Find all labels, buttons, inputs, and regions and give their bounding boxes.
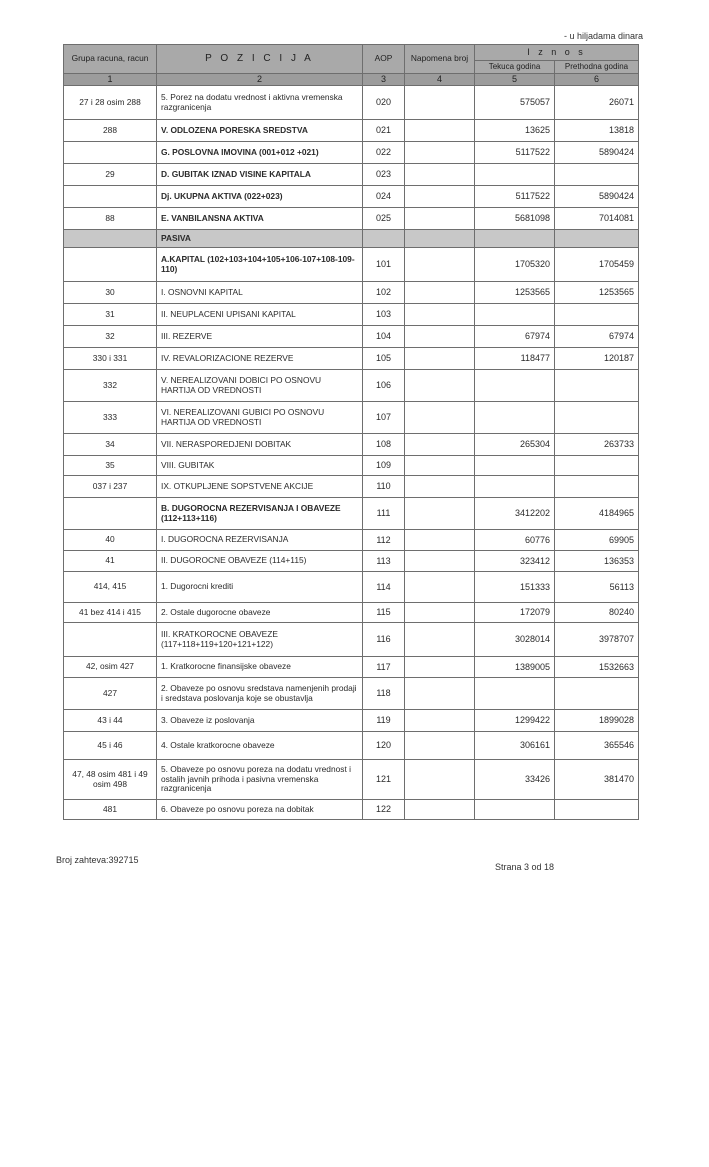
table-row [64,498,639,530]
table-row [64,282,639,304]
note-cell [405,623,475,657]
note-cell [405,304,475,326]
current-year-cell: 118477 [475,348,555,370]
col-header-account-group: Grupa racuna, racun [64,45,157,74]
table-row [64,551,639,572]
current-year-cell [475,456,555,476]
previous-year-cell: 263733 [555,434,639,456]
account-cell: 427 [64,678,157,710]
current-year-cell: 575057 [475,86,555,120]
current-year-cell: 5681098 [475,208,555,230]
aop-cell: 112 [363,530,405,551]
position-cell: II. NEUPLACENI UPISANI KAPITAL [157,304,363,326]
aop-cell: 118 [363,678,405,710]
current-year-cell: 3028014 [475,623,555,657]
previous-year-cell: 13818 [555,120,639,142]
request-number: Broj zahteva:392715 [56,855,139,865]
col-header-note: Napomena broj [405,45,475,74]
units-note: - u hiljadama dinara [563,31,643,41]
table-row [64,657,639,678]
col-index-5: 5 [475,74,555,86]
account-cell: 31 [64,304,157,326]
position-cell: E. VANBILANSNA AKTIVA [157,208,363,230]
position-cell: V. ODLOZENA PORESKA SREDSTVA [157,120,363,142]
page-number: Strana 3 od 18 [495,862,555,872]
current-year-cell [475,800,555,820]
position-cell: IX. OTKUPLJENE SOPSTVENE AKCIJE [157,476,363,498]
table-row [64,370,639,402]
previous-year-cell [555,800,639,820]
account-cell: 34 [64,434,157,456]
account-cell: 40 [64,530,157,551]
account-cell: 037 i 237 [64,476,157,498]
position-cell: I. OSNOVNI KAPITAL [157,282,363,304]
table-row [64,678,639,710]
note-cell [405,248,475,282]
aop-cell: 114 [363,572,405,603]
account-cell: 45 i 46 [64,732,157,760]
col-header-aop: AOP [363,45,405,74]
previous-year-cell [555,678,639,710]
table-row [64,402,639,434]
position-cell: I. DUGOROCNA REZERVISANJA [157,530,363,551]
table-row [64,456,639,476]
note-cell [405,370,475,402]
aop-cell: 107 [363,402,405,434]
current-year-cell [475,230,555,248]
previous-year-cell: 365546 [555,732,639,760]
position-cell: 1. Dugorocni krediti [157,572,363,603]
aop-cell: 021 [363,120,405,142]
aop-cell: 119 [363,710,405,732]
current-year-cell: 1253565 [475,282,555,304]
current-year-cell: 33426 [475,760,555,800]
previous-year-cell [555,304,639,326]
previous-year-cell: 1532663 [555,657,639,678]
table-row [64,348,639,370]
note-cell [405,572,475,603]
account-cell: 88 [64,208,157,230]
position-cell: 2. Obaveze po osnovu sredstava namenjenih prodaji i sredstava poslovanja koje se obustavlja [157,678,363,710]
position-cell: IV. REVALORIZACIONE REZERVE [157,348,363,370]
table-row [64,623,639,657]
note-cell [405,142,475,164]
previous-year-cell [555,402,639,434]
previous-year-cell: 120187 [555,348,639,370]
current-year-cell: 172079 [475,603,555,623]
note-cell [405,476,475,498]
section-header-row [64,230,639,248]
aop-cell: 117 [363,657,405,678]
current-year-cell: 1299422 [475,710,555,732]
account-cell: 29 [64,164,157,186]
aop-cell: 113 [363,551,405,572]
account-cell [64,623,157,657]
aop-cell: 115 [363,603,405,623]
position-cell: 5. Porez na dodatu vrednost i aktivna vremenska razgranicenja [157,86,363,120]
current-year-cell [475,304,555,326]
note-cell [405,760,475,800]
account-cell: 41 bez 414 i 415 [64,603,157,623]
account-cell [64,248,157,282]
table-row [64,760,639,800]
position-cell: 5. Obaveze po osnovu poreza na dodatu vrednost i ostalih javnih prihoda i pasivna vremenska razgranicenja [157,760,363,800]
previous-year-cell: 1899028 [555,710,639,732]
current-year-cell: 151333 [475,572,555,603]
position-cell: 2. Ostale dugorocne obaveze [157,603,363,623]
aop-cell: 106 [363,370,405,402]
col-index-2: 2 [157,74,363,86]
table-row [64,186,639,208]
col-header-current-year: Tekuca godina [475,61,555,74]
note-cell [405,800,475,820]
current-year-cell [475,370,555,402]
position-cell: D. GUBITAK IZNAD VISINE KAPITALA [157,164,363,186]
table-row [64,248,639,282]
current-year-cell: 265304 [475,434,555,456]
previous-year-cell: 56113 [555,572,639,603]
note-cell [405,710,475,732]
account-cell: 27 i 28 osim 288 [64,86,157,120]
note-cell [405,498,475,530]
position-cell: V. NEREALIZOVANI DOBICI PO OSNOVU HARTIJA OD VREDNOSTI [157,370,363,402]
previous-year-cell: 5890424 [555,186,639,208]
account-cell: 41 [64,551,157,572]
current-year-cell [475,402,555,434]
table-row [64,304,639,326]
note-cell [405,678,475,710]
account-cell: 330 i 331 [64,348,157,370]
previous-year-cell: 136353 [555,551,639,572]
current-year-cell: 1389005 [475,657,555,678]
aop-cell: 120 [363,732,405,760]
note-cell [405,186,475,208]
aop-cell: 020 [363,86,405,120]
table-row [64,434,639,456]
previous-year-cell: 67974 [555,326,639,348]
aop-cell: 025 [363,208,405,230]
table-row [64,164,639,186]
previous-year-cell: 3978707 [555,623,639,657]
note-cell [405,402,475,434]
account-cell: 332 [64,370,157,402]
previous-year-cell: 1253565 [555,282,639,304]
current-year-cell [475,164,555,186]
note-cell [405,326,475,348]
aop-cell: 024 [363,186,405,208]
table-row [64,476,639,498]
section-title: PASIVA [157,230,363,248]
account-cell: 47, 48 osim 481 i 49 osim 498 [64,760,157,800]
position-cell: A.KAPITAL (102+103+104+105+106-107+108-109-110) [157,248,363,282]
account-cell: 43 i 44 [64,710,157,732]
aop-cell: 022 [363,142,405,164]
aop-cell: 109 [363,456,405,476]
account-cell: 333 [64,402,157,434]
table-row [64,142,639,164]
position-cell: III. KRATKOROCNE OBAVEZE (117+118+119+120+121+122) [157,623,363,657]
current-year-cell [475,678,555,710]
current-year-cell: 5117522 [475,186,555,208]
previous-year-cell: 5890424 [555,142,639,164]
account-cell: 35 [64,456,157,476]
table-row [64,530,639,551]
table-row [64,603,639,623]
position-cell: 6. Obaveze po osnovu poreza na dobitak [157,800,363,820]
table-row [64,120,639,142]
previous-year-cell [555,230,639,248]
col-header-previous-year: Prethodna godina [555,61,639,74]
previous-year-cell: 4184965 [555,498,639,530]
note-cell [405,208,475,230]
col-header-position: P O Z I C I J A [157,45,363,74]
position-cell: B. DUGOROCNA REZERVISANJA I OBAVEZE (112+113+116) [157,498,363,530]
account-cell: 481 [64,800,157,820]
aop-cell: 116 [363,623,405,657]
table-row [64,208,639,230]
note-cell [405,434,475,456]
aop-cell: 122 [363,800,405,820]
current-year-cell: 323412 [475,551,555,572]
balance-sheet-table [63,44,639,820]
current-year-cell: 5117522 [475,142,555,164]
note-cell [405,230,475,248]
aop-cell: 105 [363,348,405,370]
account-cell [64,186,157,208]
account-cell [64,230,157,248]
current-year-cell: 1705320 [475,248,555,282]
previous-year-cell [555,476,639,498]
account-cell: 42, osim 427 [64,657,157,678]
current-year-cell: 60776 [475,530,555,551]
position-cell: 1. Kratkorocne finansijske obaveze [157,657,363,678]
position-cell: VII. NERASPOREDJENI DOBITAK [157,434,363,456]
aop-cell: 102 [363,282,405,304]
account-cell: 32 [64,326,157,348]
previous-year-cell: 381470 [555,760,639,800]
position-cell: 4. Ostale kratkorocne obaveze [157,732,363,760]
table-row [64,710,639,732]
aop-cell: 111 [363,498,405,530]
previous-year-cell [555,164,639,186]
aop-cell: 023 [363,164,405,186]
table-row [64,800,639,820]
position-cell: VI. NEREALIZOVANI GUBICI PO OSNOVU HARTIJA OD VREDNOSTI [157,402,363,434]
position-cell: G. POSLOVNA IMOVINA (001+012 +021) [157,142,363,164]
col-header-amount: I z n o s [475,45,639,61]
col-index-6: 6 [555,74,639,86]
current-year-cell: 3412202 [475,498,555,530]
col-index-3: 3 [363,74,405,86]
aop-cell: 104 [363,326,405,348]
aop-cell [363,230,405,248]
current-year-cell: 306161 [475,732,555,760]
note-cell [405,551,475,572]
table-row [64,572,639,603]
note-cell [405,348,475,370]
position-cell: 3. Obaveze iz poslovanja [157,710,363,732]
account-cell [64,498,157,530]
account-cell: 288 [64,120,157,142]
previous-year-cell: 7014081 [555,208,639,230]
table-row [64,732,639,760]
previous-year-cell: 80240 [555,603,639,623]
previous-year-cell: 1705459 [555,248,639,282]
note-cell [405,164,475,186]
aop-cell: 103 [363,304,405,326]
previous-year-cell [555,456,639,476]
position-cell: III. REZERVE [157,326,363,348]
position-cell: II. DUGOROCNE OBAVEZE (114+115) [157,551,363,572]
note-cell [405,86,475,120]
previous-year-cell: 26071 [555,86,639,120]
col-index-1: 1 [64,74,157,86]
note-cell [405,603,475,623]
note-cell [405,732,475,760]
aop-cell: 101 [363,248,405,282]
col-index-4: 4 [405,74,475,86]
current-year-cell: 13625 [475,120,555,142]
note-cell [405,657,475,678]
previous-year-cell: 69905 [555,530,639,551]
account-cell [64,142,157,164]
note-cell [405,282,475,304]
note-cell [405,120,475,142]
table-row [64,326,639,348]
account-cell: 414, 415 [64,572,157,603]
aop-cell: 108 [363,434,405,456]
aop-cell: 110 [363,476,405,498]
account-cell: 30 [64,282,157,304]
aop-cell: 121 [363,760,405,800]
position-cell: Dj. UKUPNA AKTIVA (022+023) [157,186,363,208]
position-cell: VIII. GUBITAK [157,456,363,476]
table-row [64,86,639,120]
previous-year-cell [555,370,639,402]
note-cell [405,456,475,476]
current-year-cell [475,476,555,498]
note-cell [405,530,475,551]
current-year-cell: 67974 [475,326,555,348]
